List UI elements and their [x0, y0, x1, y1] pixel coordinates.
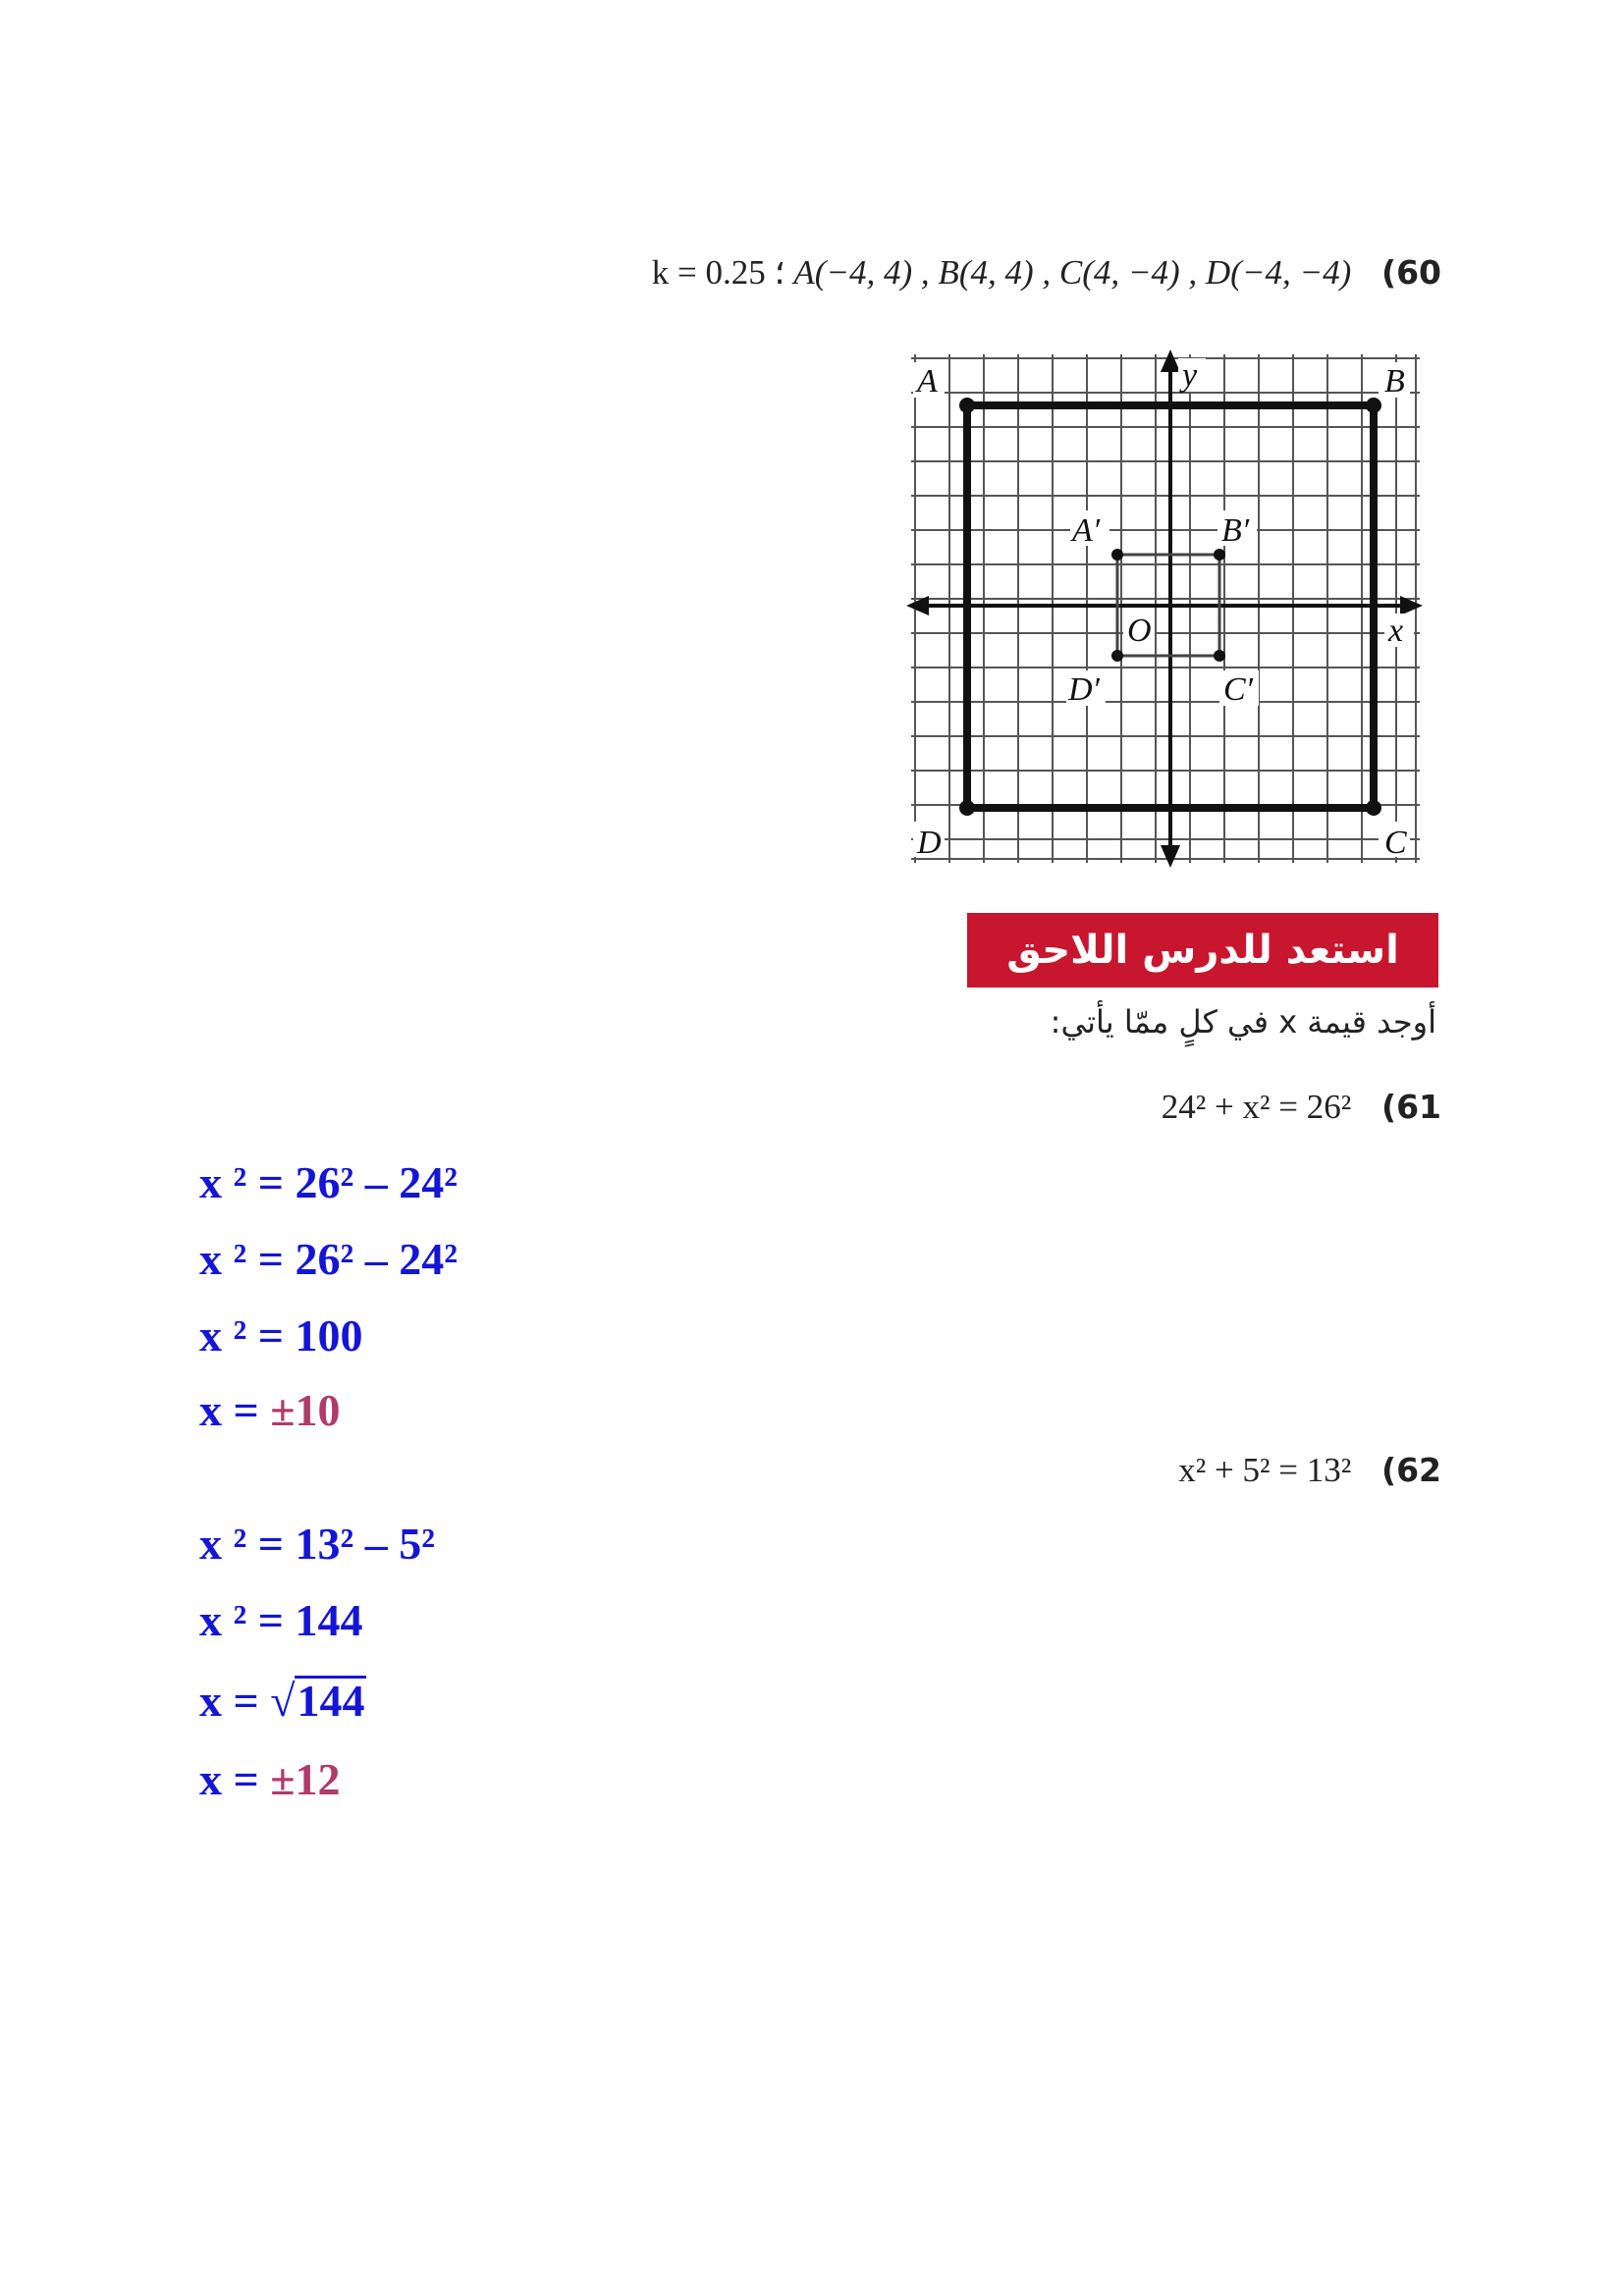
square-root-radicand: 144 — [297, 1676, 365, 1726]
y-axis-arrow-up — [1163, 354, 1177, 370]
label-x-axis: x — [1388, 613, 1404, 649]
y-axis-arrow-down — [1163, 847, 1177, 863]
solution-61-answer: ±10 — [270, 1385, 341, 1435]
label-b: B — [1384, 363, 1405, 400]
solution-62-line-2: x ² = 144 — [199, 1595, 363, 1645]
label-c: C — [1384, 825, 1407, 861]
problem-61 — [1162, 1088, 1441, 1127]
solution-61-line-2: x ² = 26² – 24² — [199, 1234, 459, 1284]
problem-62-number: (62 — [1380, 1451, 1441, 1489]
label-y-axis: y — [1182, 357, 1198, 394]
problem-61-equation: 24² + x² = 26² — [1161, 1088, 1352, 1126]
solution-62-line-3-prefix: x = — [199, 1676, 259, 1726]
solution-61-line-1: x ² = 26² – 24² — [199, 1157, 459, 1207]
label-b-prime: B′ — [1221, 512, 1250, 549]
problem-60-points: A(−4, 4) , B(4, 4) , C(4, −4) , D(−4, −4) — [793, 253, 1352, 292]
solution-62-answer: ±12 — [270, 1754, 341, 1804]
x-axis-arrow-left — [911, 599, 927, 613]
problem-60 — [652, 253, 1441, 293]
label-a-prime: A′ — [1072, 512, 1101, 549]
label-c-prime: C′ — [1223, 671, 1254, 708]
problem-62-equation: x² + 5² = 13² — [1178, 1451, 1352, 1489]
problem-61-number: (61 — [1380, 1088, 1441, 1126]
problem-60-number: (60 — [1380, 253, 1441, 292]
solution-62-line-4 — [199, 1753, 340, 1805]
solution-62-line-1: x ² = 13² – 5² — [199, 1519, 436, 1569]
solution-61-line-4 — [199, 1384, 340, 1436]
label-origin: O — [1127, 613, 1152, 649]
label-a: A — [917, 363, 938, 400]
solution-62-line-3 — [199, 1675, 366, 1727]
instruction-text: أوجد قيمة x في كلٍ ممّا يأتي: — [1050, 1003, 1436, 1041]
grid-lines — [911, 354, 1420, 863]
problem-62 — [1178, 1451, 1441, 1490]
square-root: √144 — [270, 1676, 365, 1726]
solution-61-line-3: x ² = 100 — [199, 1310, 363, 1361]
section-banner: استعد للدرس اللاحق — [967, 913, 1438, 988]
axes — [911, 354, 1418, 863]
label-d-prime: D′ — [1068, 671, 1100, 708]
label-d: D — [917, 825, 942, 861]
coordinate-grid-figure — [905, 348, 1426, 869]
solution-62-line-4-prefix: x = — [199, 1754, 259, 1804]
problem-60-k: k = 0.25 ؛ — [651, 253, 785, 292]
solution-61-line-4-prefix: x = — [199, 1385, 259, 1435]
